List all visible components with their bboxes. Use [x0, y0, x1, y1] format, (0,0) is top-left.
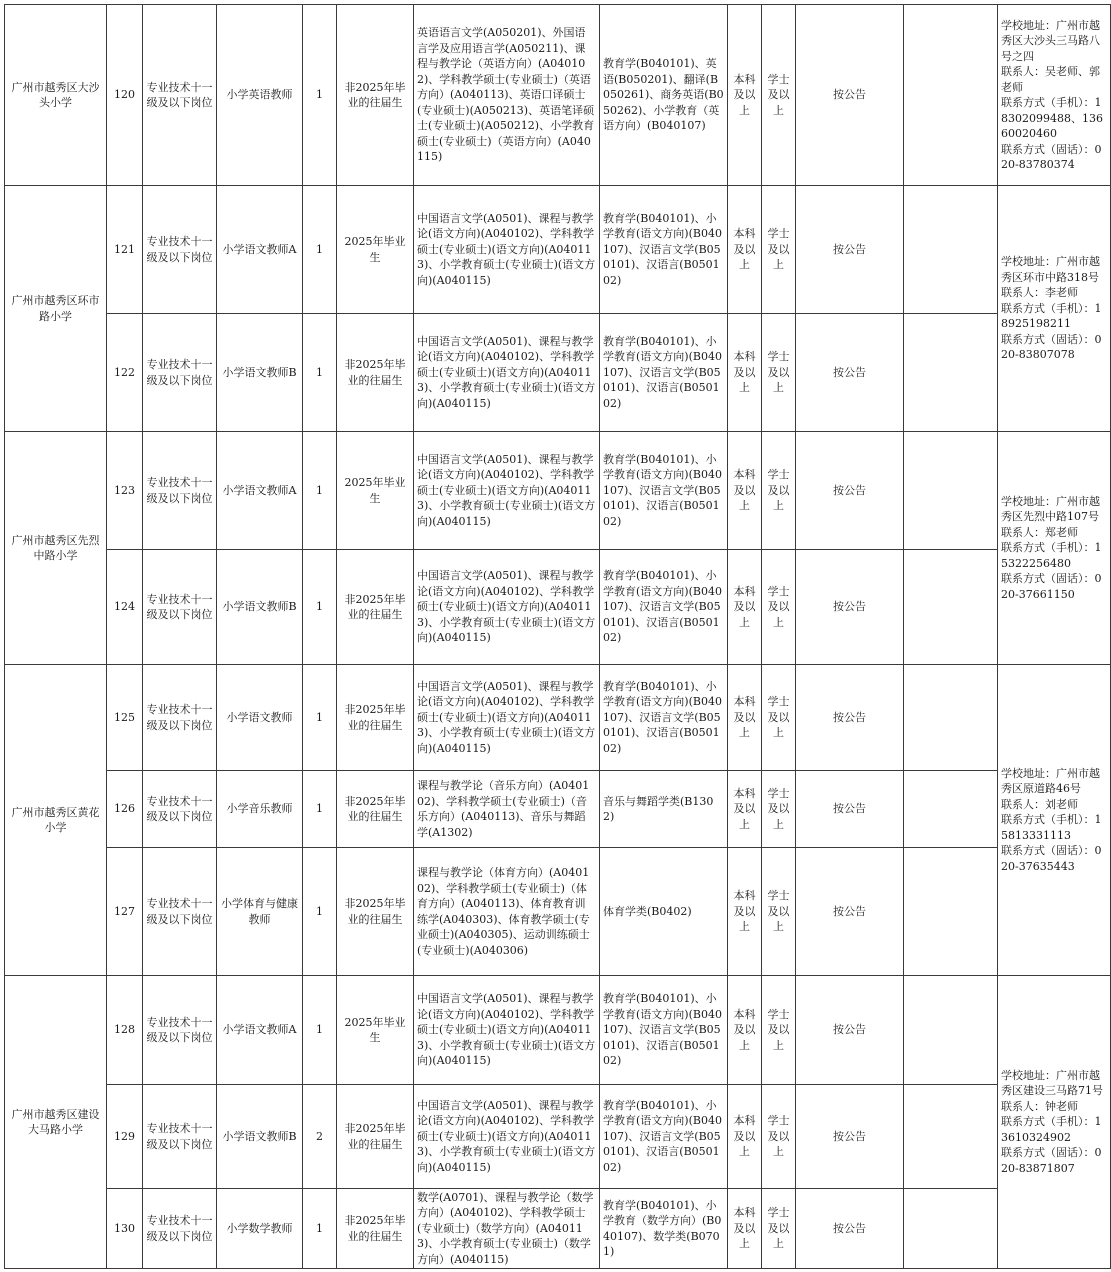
post-code: 130: [107, 1189, 143, 1269]
table-row: [5, 432, 1111, 550]
hire-count: 1: [303, 1189, 337, 1269]
school-name: 广州市越秀区黄花小学: [5, 665, 107, 976]
education-req: 本科及以上: [728, 665, 762, 771]
post-level: 专业技术十一级及以下岗位: [143, 5, 217, 186]
hire-count: 1: [303, 432, 337, 550]
bachelor-majors: 教育学(B040101)、小学教育(语文方向)(B040107)、汉语言文学(B050101)、汉语言(B050102): [600, 665, 728, 771]
post-code: 120: [107, 5, 143, 186]
school-contact: 学校地址：广州市越秀区先烈中路107号 联系人：郑老师 联系方式（手机）：15322256480 联系方式（固话）：020-37661150: [998, 432, 1111, 665]
post-name: 小学语文教师A: [217, 186, 303, 314]
degree-req: 学士及以上: [762, 976, 796, 1085]
post-code: 122: [107, 314, 143, 432]
school-name: 广州市越秀区先烈中路小学: [5, 432, 107, 665]
hire-count: 1: [303, 848, 337, 976]
post-code: 124: [107, 550, 143, 665]
degree-req: 学士及以上: [762, 771, 796, 848]
target-group: 非2025年毕业的往届生: [337, 550, 414, 665]
target-group: 非2025年毕业的往届生: [337, 771, 414, 848]
hire-count: 1: [303, 5, 337, 186]
post-name: 小学音乐教师: [217, 771, 303, 848]
post-code: 123: [107, 432, 143, 550]
other-requirements: 按公告: [796, 1085, 904, 1189]
post-level: 专业技术十一级及以下岗位: [143, 976, 217, 1085]
post-code: 126: [107, 771, 143, 848]
post-level: 专业技术十一级及以下岗位: [143, 550, 217, 665]
education-req: 本科及以上: [728, 976, 762, 1085]
post-name: 小学语文教师A: [217, 976, 303, 1085]
other-requirements: 按公告: [796, 5, 904, 186]
post-name: 小学体育与健康教师: [217, 848, 303, 976]
blank-cell: [904, 976, 998, 1085]
post-level: 专业技术十一级及以下岗位: [143, 665, 217, 771]
education-req: 本科及以上: [728, 848, 762, 976]
school-name: 广州市越秀区建设大马路小学: [5, 976, 107, 1269]
post-level: 专业技术十一级及以下岗位: [143, 186, 217, 314]
post-level: 专业技术十一级及以下岗位: [143, 771, 217, 848]
bachelor-majors: 教育学(B040101)、小学教育(语文方向)(B040107)、汉语言文学(B050101)、汉语言(B050102): [600, 976, 728, 1085]
blank-cell: [904, 186, 998, 314]
post-code: 127: [107, 848, 143, 976]
bachelor-majors: 体育学类(B0402): [600, 848, 728, 976]
post-level: 专业技术十一级及以下岗位: [143, 848, 217, 976]
bachelor-majors: 教育学(B040101)、英语(B050201)、翻译(B050261)、商务英语(B050262)、小学教育（英语方向）(B040107): [600, 5, 728, 186]
target-group: 2025年毕业生: [337, 186, 414, 314]
table-row: [5, 976, 1111, 1085]
post-name: 小学语文教师B: [217, 1085, 303, 1189]
blank-cell: [904, 1085, 998, 1189]
hire-count: 1: [303, 771, 337, 848]
bachelor-majors: 教育学(B040101)、小学教育（数学方向）(B040107)、数学类(B0701): [600, 1189, 728, 1269]
target-group: 2025年毕业生: [337, 432, 414, 550]
post-name: 小学数学教师: [217, 1189, 303, 1269]
degree-req: 学士及以上: [762, 432, 796, 550]
post-name: 小学语文教师: [217, 665, 303, 771]
hire-count: 1: [303, 550, 337, 665]
school-contact: 学校地址：广州市越秀区大沙头三马路八号之四 联系人：吴老师、郭老师 联系方式（手机）：18302099488、13660020460 联系方式（固话）：020-83780374: [998, 5, 1111, 186]
target-group: 非2025年毕业的往届生: [337, 665, 414, 771]
master-majors: 课程与教学论（音乐方向）(A040102)、学科教学硕士(专业硕士)（音乐方向）(A040113)、音乐与舞蹈学(A1302): [414, 771, 600, 848]
post-code: 125: [107, 665, 143, 771]
education-req: 本科及以上: [728, 186, 762, 314]
school-contact: 学校地址：广州市越秀区建设三马路71号 联系人：钟老师 联系方式（手机）：13610324902 联系方式（固话）：020-83871807: [998, 976, 1111, 1269]
target-group: 非2025年毕业的往届生: [337, 1189, 414, 1269]
table-row: [5, 550, 1111, 665]
recruitment-table: [4, 4, 1111, 1269]
hire-count: 1: [303, 186, 337, 314]
degree-req: 学士及以上: [762, 848, 796, 976]
table-row: [5, 5, 1111, 186]
target-group: 非2025年毕业的往届生: [337, 1085, 414, 1189]
degree-req: 学士及以上: [762, 186, 796, 314]
post-code: 128: [107, 976, 143, 1085]
target-group: 非2025年毕业的往届生: [337, 5, 414, 186]
post-level: 专业技术十一级及以下岗位: [143, 314, 217, 432]
target-group: 2025年毕业生: [337, 976, 414, 1085]
hire-count: 1: [303, 976, 337, 1085]
education-req: 本科及以上: [728, 5, 762, 186]
table-row: [5, 771, 1111, 848]
master-majors: 课程与教学论（体育方向）(A040102)、学科教学硕士(专业硕士)（体育方向）(A040113)、体育教育训练学(A040303)、体育教学硕士(专业硕士)(A040305)、运动训练硕士(专业硕士)(A040306): [414, 848, 600, 976]
master-majors: 中国语言文学(A0501)、课程与教学论(语文方向)(A040102)、学科教学硕士(专业硕士)(语文方向)(A040113)、小学教育硕士(专业硕士)(语文方向)(A040115): [414, 976, 600, 1085]
blank-cell: [904, 771, 998, 848]
table-row: [5, 186, 1111, 314]
master-majors: 英语语言文学(A050201)、外国语言学及应用语言学(A050211)、课程与教学论（英语方向）(A040102)、学科教学硕士(专业硕士)（英语方向）(A040113)、英语口译硕士(专业硕士)(A050213)、英语笔译硕士(专业硕士)(A050212)、小学教育硕士(专业硕士)（英语方向）(A040115): [414, 5, 600, 186]
hire-count: 1: [303, 314, 337, 432]
other-requirements: 按公告: [796, 550, 904, 665]
post-name: 小学语文教师B: [217, 550, 303, 665]
degree-req: 学士及以上: [762, 314, 796, 432]
bachelor-majors: 教育学(B040101)、小学教育(语文方向)(B040107)、汉语言文学(B050101)、汉语言(B050102): [600, 550, 728, 665]
school-contact: 学校地址：广州市越秀区原道路46号 联系人：刘老师 联系方式（手机）：15813331113 联系方式（固话）：020-37635443: [998, 665, 1111, 976]
blank-cell: [904, 1189, 998, 1269]
other-requirements: 按公告: [796, 848, 904, 976]
table-row: [5, 314, 1111, 432]
post-level: 专业技术十一级及以下岗位: [143, 432, 217, 550]
blank-cell: [904, 665, 998, 771]
other-requirements: 按公告: [796, 314, 904, 432]
post-name: 小学英语教师: [217, 5, 303, 186]
bachelor-majors: 教育学(B040101)、小学教育(语文方向)(B040107)、汉语言文学(B050101)、汉语言(B050102): [600, 314, 728, 432]
degree-req: 学士及以上: [762, 665, 796, 771]
other-requirements: 按公告: [796, 186, 904, 314]
table-row: [5, 848, 1111, 976]
master-majors: 数学(A0701)、课程与教学论（数学方向）(A040102)、学科教学硕士(专业硕士)（数学方向）(A040113)、小学教育硕士(专业硕士)（数学方向）(A040115): [414, 1189, 600, 1269]
table-row: [5, 1085, 1111, 1189]
education-req: 本科及以上: [728, 314, 762, 432]
master-majors: 中国语言文学(A0501)、课程与教学论(语文方向)(A040102)、学科教学硕士(专业硕士)(语文方向)(A040113)、小学教育硕士(专业硕士)(语文方向)(A040115): [414, 314, 600, 432]
post-code: 121: [107, 186, 143, 314]
post-code: 129: [107, 1085, 143, 1189]
master-majors: 中国语言文学(A0501)、课程与教学论(语文方向)(A040102)、学科教学硕士(专业硕士)(语文方向)(A040113)、小学教育硕士(专业硕士)(语文方向)(A040115): [414, 432, 600, 550]
bachelor-majors: 教育学(B040101)、小学教育(语文方向)(B040107)、汉语言文学(B050101)、汉语言(B050102): [600, 186, 728, 314]
master-majors: 中国语言文学(A0501)、课程与教学论(语文方向)(A040102)、学科教学硕士(专业硕士)(语文方向)(A040113)、小学教育硕士(专业硕士)(语文方向)(A040115): [414, 186, 600, 314]
table-row: [5, 1189, 1111, 1269]
education-req: 本科及以上: [728, 432, 762, 550]
hire-count: 2: [303, 1085, 337, 1189]
blank-cell: [904, 432, 998, 550]
other-requirements: 按公告: [796, 976, 904, 1085]
other-requirements: 按公告: [796, 771, 904, 848]
post-name: 小学语文教师A: [217, 432, 303, 550]
bachelor-majors: 音乐与舞蹈学类(B1302): [600, 771, 728, 848]
school-name: 广州市越秀区环市路小学: [5, 186, 107, 432]
blank-cell: [904, 5, 998, 186]
school-contact: 学校地址：广州市越秀区环市中路318号 联系人：李老师 联系方式（手机）：18925198211 联系方式（固话）：020-83807078: [998, 186, 1111, 432]
master-majors: 中国语言文学(A0501)、课程与教学论(语文方向)(A040102)、学科教学硕士(专业硕士)(语文方向)(A040113)、小学教育硕士(专业硕士)(语文方向)(A040115): [414, 665, 600, 771]
bachelor-majors: 教育学(B040101)、小学教育(语文方向)(B040107)、汉语言文学(B050101)、汉语言(B050102): [600, 1085, 728, 1189]
other-requirements: 按公告: [796, 1189, 904, 1269]
master-majors: 中国语言文学(A0501)、课程与教学论(语文方向)(A040102)、学科教学硕士(专业硕士)(语文方向)(A040113)、小学教育硕士(专业硕士)(语文方向)(A040115): [414, 1085, 600, 1189]
master-majors: 中国语言文学(A0501)、课程与教学论(语文方向)(A040102)、学科教学硕士(专业硕士)(语文方向)(A040113)、小学教育硕士(专业硕士)(语文方向)(A040115): [414, 550, 600, 665]
table-row: [5, 665, 1111, 771]
education-req: 本科及以上: [728, 1085, 762, 1189]
degree-req: 学士及以上: [762, 1189, 796, 1269]
other-requirements: 按公告: [796, 432, 904, 550]
other-requirements: 按公告: [796, 665, 904, 771]
target-group: 非2025年毕业的往届生: [337, 848, 414, 976]
bachelor-majors: 教育学(B040101)、小学教育(语文方向)(B040107)、汉语言文学(B050101)、汉语言(B050102): [600, 432, 728, 550]
education-req: 本科及以上: [728, 1189, 762, 1269]
degree-req: 学士及以上: [762, 1085, 796, 1189]
target-group: 非2025年毕业的往届生: [337, 314, 414, 432]
blank-cell: [904, 550, 998, 665]
blank-cell: [904, 848, 998, 976]
blank-cell: [904, 314, 998, 432]
degree-req: 学士及以上: [762, 550, 796, 665]
post-level: 专业技术十一级及以下岗位: [143, 1189, 217, 1269]
education-req: 本科及以上: [728, 550, 762, 665]
degree-req: 学士及以上: [762, 5, 796, 186]
school-name: 广州市越秀区大沙头小学: [5, 5, 107, 186]
post-level: 专业技术十一级及以下岗位: [143, 1085, 217, 1189]
education-req: 本科及以上: [728, 771, 762, 848]
post-name: 小学语文教师B: [217, 314, 303, 432]
hire-count: 1: [303, 665, 337, 771]
